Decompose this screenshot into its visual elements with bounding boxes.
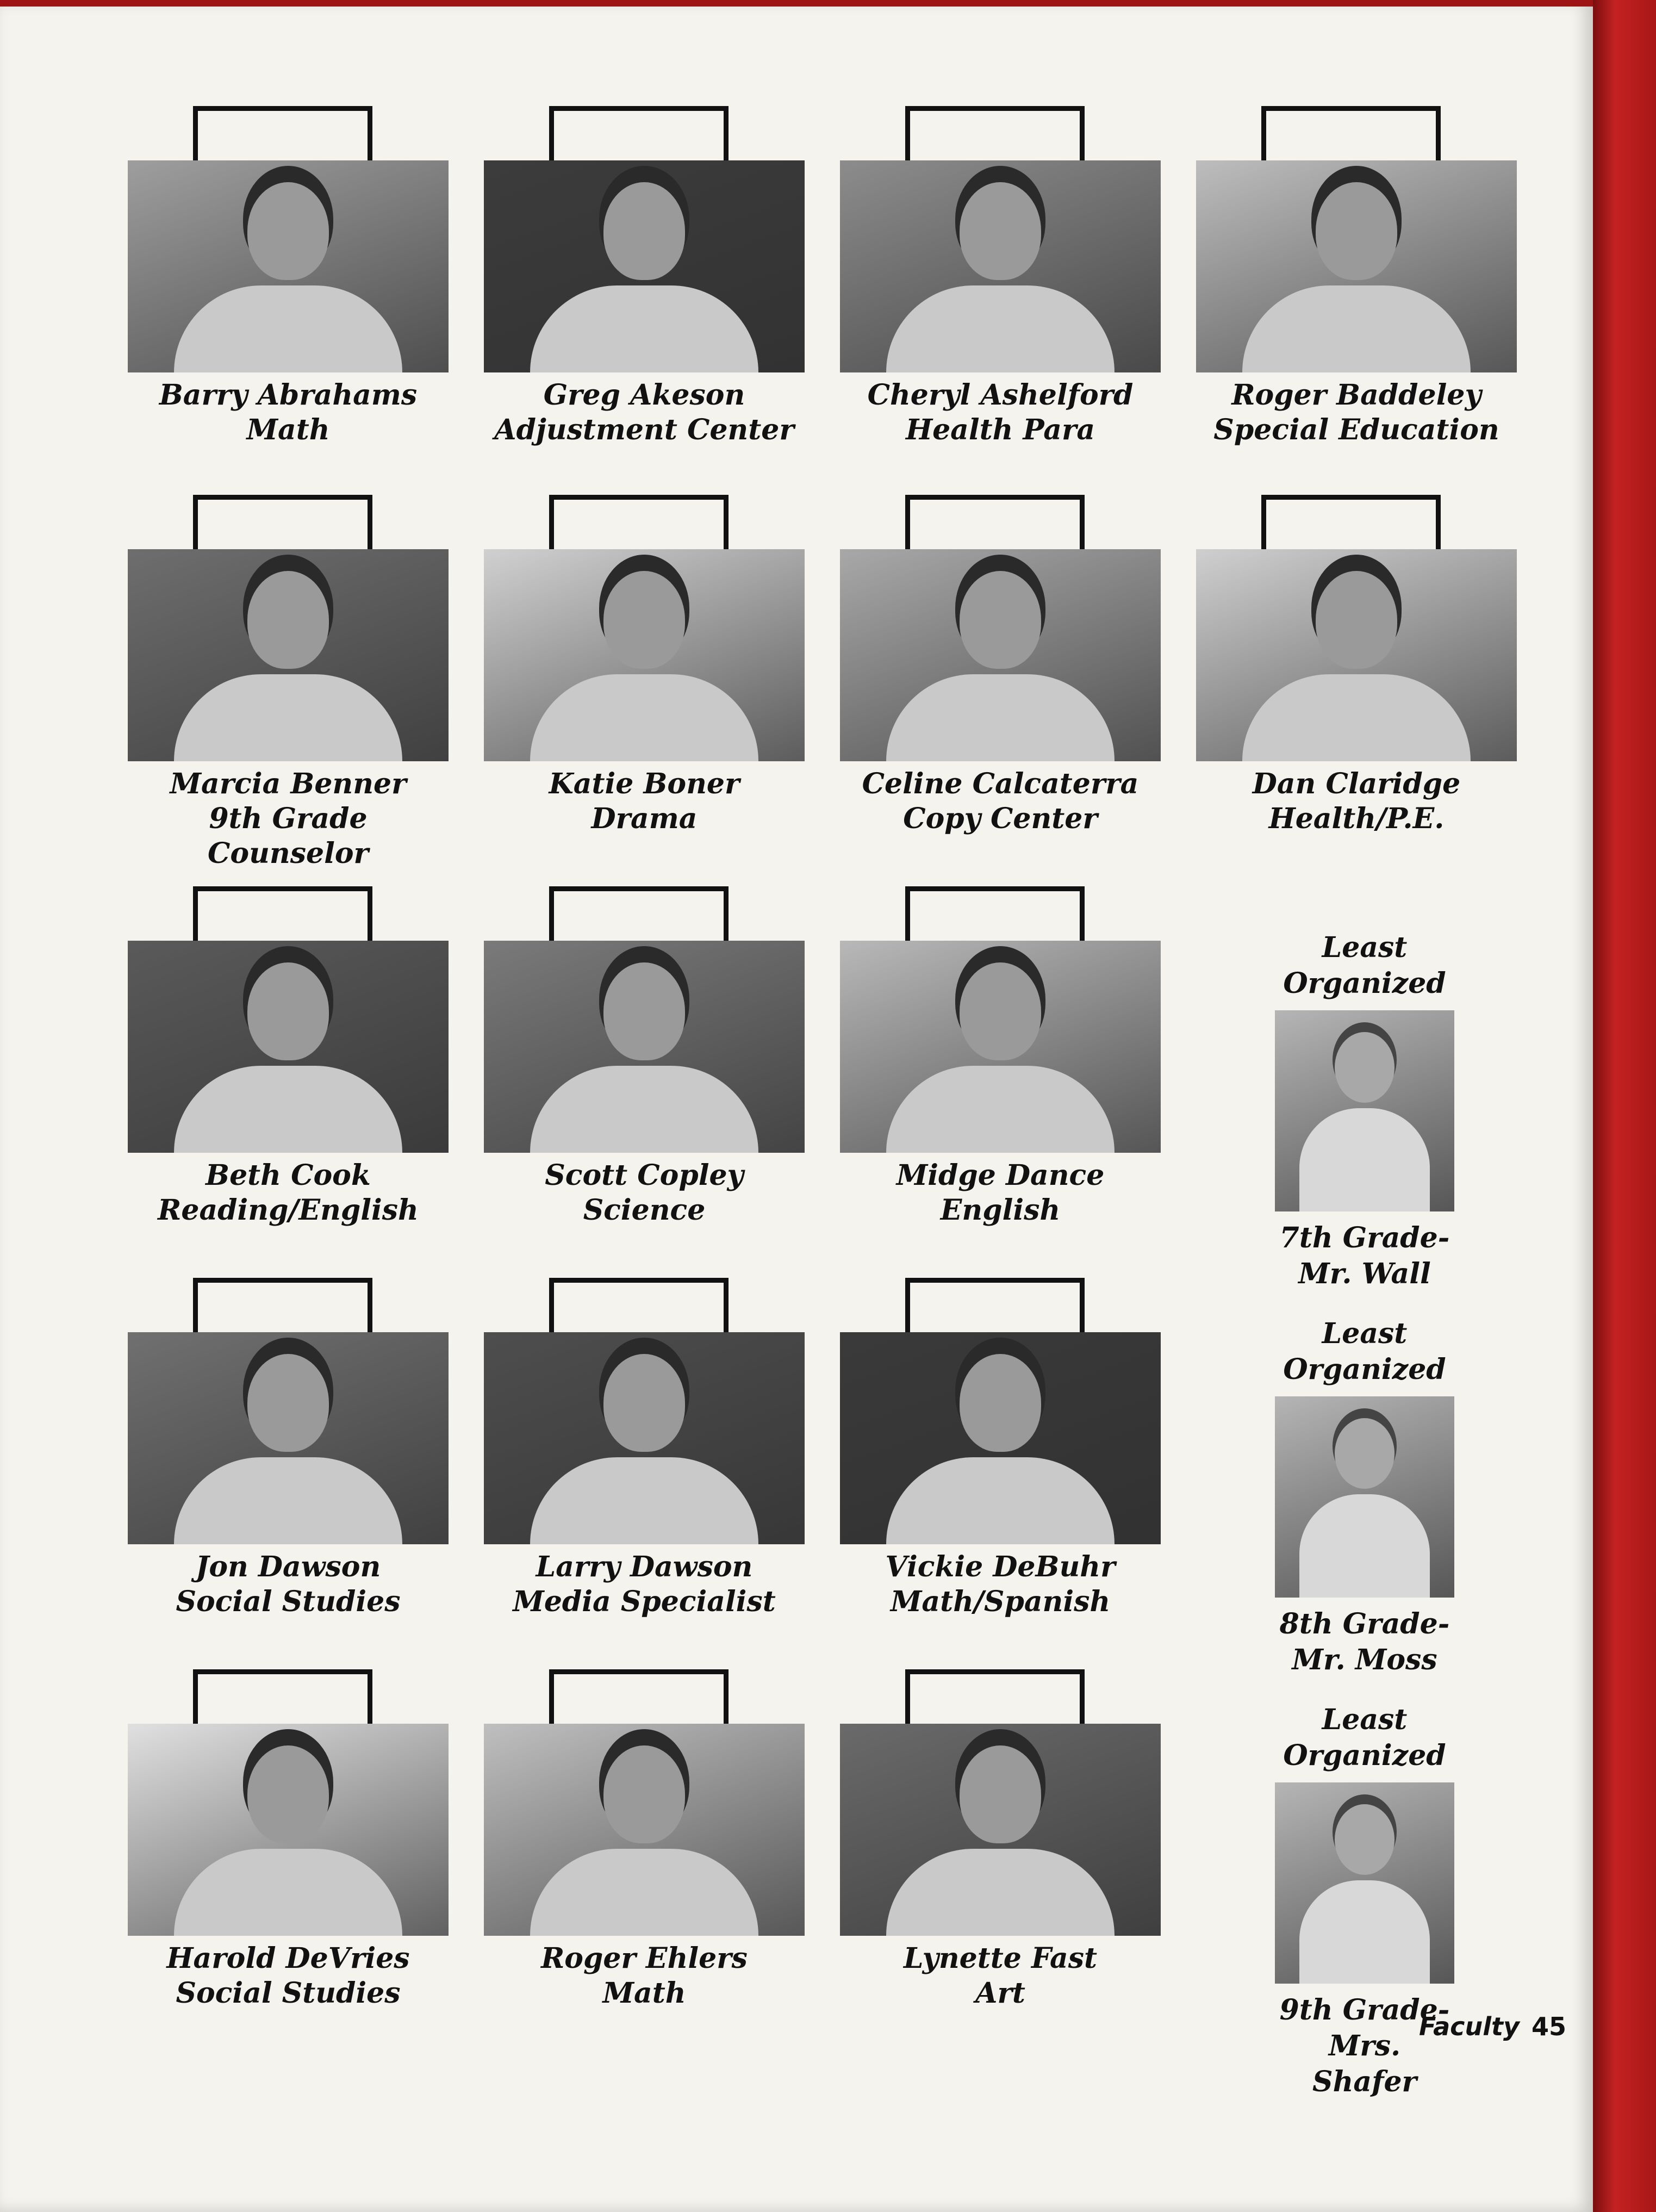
award-winner-line: Mr. Moss — [1292, 1643, 1437, 1676]
award-block — [1272, 1316, 1457, 1678]
faculty-role: Media Specialist — [513, 1585, 776, 1618]
faculty-caption — [824, 1158, 1177, 1228]
faculty-role: Science — [583, 1194, 706, 1227]
faculty-photo — [128, 941, 449, 1153]
award-winner — [1272, 1220, 1457, 1292]
photo-bracket — [193, 106, 372, 160]
photo-bracket — [549, 106, 729, 160]
faculty-photo — [1196, 160, 1517, 372]
person-head — [960, 1354, 1041, 1452]
photo-bracket — [193, 1669, 372, 1724]
person-head — [603, 1354, 685, 1452]
award-winner-line: 8th Grade- — [1279, 1607, 1450, 1641]
faculty-role: Health/P.E. — [1268, 802, 1445, 835]
person-head — [1335, 1032, 1394, 1103]
faculty-photo — [840, 549, 1161, 761]
award-winner-line: 9th Grade- — [1279, 1993, 1450, 2027]
page-top-edge — [0, 0, 1593, 7]
faculty-role: English — [940, 1194, 1061, 1227]
award-block — [1272, 930, 1457, 1292]
faculty-name: Midge Dance — [896, 1159, 1105, 1192]
faculty-caption — [468, 378, 821, 448]
faculty-photo — [128, 549, 449, 761]
person-torso — [1299, 1880, 1430, 1984]
footer-section: Faculty — [1419, 2012, 1520, 2041]
book-spine — [1593, 0, 1656, 2212]
page-number: 45 — [1531, 2012, 1566, 2041]
person-head — [960, 571, 1041, 669]
faculty-role: Math — [246, 413, 330, 446]
person-head — [247, 571, 329, 669]
faculty-name: Vickie DeBuhr — [885, 1550, 1116, 1583]
photo-bracket — [549, 1669, 729, 1724]
faculty-photo — [484, 549, 805, 761]
faculty-caption — [468, 767, 821, 836]
faculty-name: Harold DeVries — [166, 1942, 410, 1975]
photo-bracket — [905, 495, 1085, 549]
faculty-caption — [111, 1941, 465, 2011]
faculty-photo — [840, 160, 1161, 372]
faculty-role: Copy Center — [903, 802, 1098, 835]
award-winner-line: Mr. Wall — [1298, 1257, 1431, 1290]
faculty-photo — [128, 1332, 449, 1544]
photo-bracket — [1261, 106, 1441, 160]
faculty-name: Larry Dawson — [536, 1550, 753, 1583]
faculty-role: Social Studies — [176, 1977, 401, 2010]
faculty-caption — [111, 378, 465, 448]
photo-bracket — [193, 1278, 372, 1332]
person-head — [247, 182, 329, 280]
award-title — [1272, 1316, 1457, 1388]
person-head — [1316, 571, 1397, 669]
faculty-caption — [111, 1158, 465, 1228]
faculty-photo — [484, 1724, 805, 1936]
faculty-role: Drama — [591, 802, 698, 835]
faculty-caption — [824, 378, 1177, 448]
award-winner — [1272, 1606, 1457, 1678]
award-photo — [1275, 1782, 1454, 1984]
faculty-name: Celine Calcaterra — [862, 767, 1139, 800]
faculty-name: Marcia Benner — [170, 767, 407, 800]
award-photo — [1275, 1396, 1454, 1598]
faculty-caption — [1180, 767, 1533, 836]
award-winner-line: Mrs. — [1328, 2029, 1401, 2062]
faculty-role: Reading/English — [158, 1194, 419, 1227]
person-head — [603, 962, 685, 1060]
person-head — [603, 571, 685, 669]
faculty-name: Beth Cook — [206, 1159, 371, 1192]
award-winner — [1272, 1992, 1457, 2100]
photo-bracket — [549, 495, 729, 549]
faculty-caption — [111, 767, 465, 871]
person-head — [1335, 1418, 1394, 1489]
award-title-line: Least — [1322, 1703, 1408, 1736]
photo-bracket — [193, 495, 372, 549]
faculty-photo — [128, 1724, 449, 1936]
person-head — [247, 1354, 329, 1452]
faculty-role: Social Studies — [176, 1585, 401, 1618]
faculty-role: Math/Spanish — [890, 1585, 1111, 1618]
person-head — [960, 1745, 1041, 1843]
photo-bracket — [193, 886, 372, 941]
faculty-photo — [484, 1332, 805, 1544]
faculty-name: Cheryl Ashelford — [867, 378, 1134, 412]
faculty-role: 9th Grade — [209, 802, 368, 835]
faculty-role: Special Education — [1213, 413, 1499, 446]
award-photo — [1275, 1010, 1454, 1211]
faculty-caption — [824, 767, 1177, 836]
faculty-photo — [840, 941, 1161, 1153]
faculty-name: Lynette Fast — [903, 1942, 1098, 1975]
award-title-line: Least — [1322, 931, 1408, 964]
person-head — [960, 962, 1041, 1060]
person-head — [603, 182, 685, 280]
faculty-photo — [840, 1332, 1161, 1544]
faculty-name: Roger Ehlers — [541, 1942, 748, 1975]
person-torso — [1299, 1494, 1430, 1598]
page-footer — [1419, 2012, 1566, 2041]
photo-bracket — [905, 1669, 1085, 1724]
photo-bracket — [1261, 495, 1441, 549]
person-head — [1335, 1804, 1394, 1875]
photo-bracket — [905, 106, 1085, 160]
award-title — [1272, 930, 1457, 1002]
person-head — [247, 962, 329, 1060]
award-title — [1272, 1702, 1457, 1774]
person-head — [960, 182, 1041, 280]
faculty-name: Katie Boner — [549, 767, 740, 800]
faculty-photo — [128, 160, 449, 372]
award-winner-line: 7th Grade- — [1279, 1221, 1450, 1254]
faculty-role: Art — [975, 1977, 1025, 2010]
faculty-name: Jon Dawson — [195, 1550, 381, 1583]
faculty-role: Health Para — [905, 413, 1095, 446]
faculty-role: Math — [602, 1977, 686, 2010]
faculty-caption — [1180, 378, 1533, 448]
faculty-name: Greg Akeson — [543, 378, 745, 412]
award-title-line: Least — [1322, 1317, 1408, 1350]
faculty-caption — [468, 1158, 821, 1228]
award-winner-line: Shafer — [1312, 2065, 1417, 2098]
person-head — [603, 1745, 685, 1843]
faculty-role: Adjustment Center — [494, 413, 794, 446]
faculty-caption — [468, 1941, 821, 2011]
faculty-name: Barry Abrahams — [159, 378, 418, 412]
faculty-name: Dan Claridge — [1252, 767, 1461, 800]
faculty-name: Scott Copley — [545, 1159, 744, 1192]
person-head — [247, 1745, 329, 1843]
faculty-caption — [824, 1550, 1177, 1619]
faculty-photo — [484, 941, 805, 1153]
award-title-line: Organized — [1283, 1353, 1446, 1386]
faculty-caption — [111, 1550, 465, 1619]
photo-bracket — [549, 886, 729, 941]
faculty-photo — [484, 160, 805, 372]
faculty-caption — [468, 1550, 821, 1619]
faculty-photo — [1196, 549, 1517, 761]
photo-bracket — [905, 886, 1085, 941]
photo-bracket — [549, 1278, 729, 1332]
faculty-photo — [840, 1724, 1161, 1936]
faculty-role: Counselor — [208, 837, 369, 870]
photo-bracket — [905, 1278, 1085, 1332]
faculty-caption — [824, 1941, 1177, 2011]
person-head — [1316, 182, 1397, 280]
award-title-line: Organized — [1283, 1739, 1446, 1772]
award-title-line: Organized — [1283, 967, 1446, 1000]
person-torso — [1299, 1108, 1430, 1211]
faculty-name: Roger Baddeley — [1231, 378, 1481, 412]
